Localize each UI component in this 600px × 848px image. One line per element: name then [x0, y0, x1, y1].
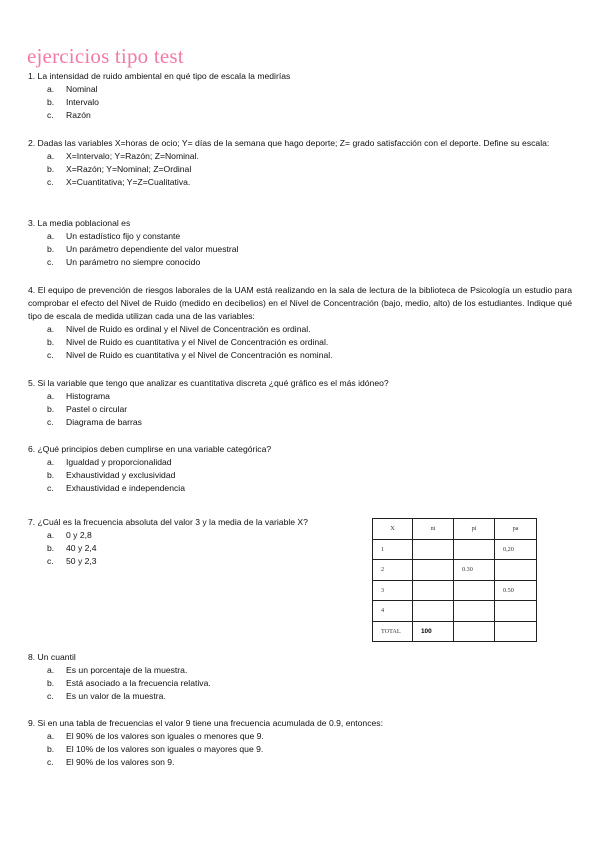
option-letter: c. — [47, 177, 54, 187]
page-title: ejercicios tipo test — [27, 44, 184, 68]
option-letter: c. — [47, 350, 54, 360]
option-letter: c. — [47, 691, 54, 701]
option-letter: c. — [47, 257, 54, 267]
table-cell — [495, 601, 537, 622]
option-letter: a. — [47, 231, 55, 241]
table-cell — [454, 601, 495, 622]
option-text: Exhaustividad e independencia — [66, 483, 185, 493]
option-letter: b. — [47, 543, 55, 553]
option-text: Igualdad y proporcionalidad — [66, 457, 172, 467]
table-cell — [454, 621, 495, 642]
option-b — [28, 677, 572, 690]
option-text: Está asociado a la frecuencia relativa. — [66, 678, 211, 688]
option-c — [28, 256, 572, 269]
table-cell — [495, 560, 537, 581]
option-text: 50 y 2,3 — [66, 556, 97, 566]
question-9 — [28, 717, 572, 769]
table-header-cell: ni — [413, 519, 454, 540]
table-cell: 0.30 — [454, 560, 495, 581]
question-8 — [28, 651, 572, 703]
option-text: El 10% de los valores son iguales o mayores que 9. — [66, 744, 264, 754]
option-text: Es un porcentaje de la muestra. — [66, 665, 188, 675]
option-b — [28, 403, 572, 416]
table-cell: 0,20 — [495, 539, 537, 560]
frequency-table — [372, 518, 537, 642]
option-letter: b. — [47, 470, 55, 480]
table-row — [373, 621, 537, 642]
table-cell — [495, 621, 537, 642]
table-cell: 100 — [413, 621, 454, 642]
question-7 — [28, 516, 360, 568]
question-stem: 2. Dadas las variables X=horas de ocio; Y= días de la semana que hago deporte; Z= grado satisfacción con el deporte. Define su escala: — [28, 138, 550, 148]
option-c — [28, 349, 572, 362]
option-a — [28, 83, 572, 96]
question-stem: 7. ¿Cuál es la frecuencia absoluta del valor 3 y la media de la variable X? — [28, 517, 308, 527]
option-letter: b. — [47, 744, 55, 754]
option-letter: c. — [47, 556, 54, 566]
option-letter: a. — [47, 665, 55, 675]
option-a — [28, 456, 572, 469]
table-row — [373, 560, 537, 581]
option-letter: c. — [47, 110, 54, 120]
table-header-cell: pa — [495, 519, 537, 540]
option-c — [28, 176, 572, 189]
table-cell — [413, 560, 454, 581]
option-a — [28, 529, 360, 542]
option-text: Es un valor de la muestra. — [66, 691, 166, 701]
option-c — [28, 555, 360, 568]
option-letter: b. — [47, 678, 55, 688]
option-text: 40 y 2,4 — [66, 543, 97, 553]
table-header-cell: X — [373, 519, 413, 540]
option-text: Nivel de Ruido es cuantitativa y el Nivel de Concentración es nominal. — [66, 350, 333, 360]
option-letter: a. — [47, 151, 55, 161]
question-stem: 9. Si en una tabla de frecuencias el valor 9 tiene una frecuencia acumulada de 0.9, entonces: — [28, 718, 383, 728]
question-6 — [28, 443, 572, 495]
option-b — [28, 243, 572, 256]
table-header-cell: pi — [454, 519, 495, 540]
table-cell: 4 — [373, 601, 413, 622]
question-stem: 8. Un cuantil — [28, 652, 76, 662]
option-b — [28, 469, 572, 482]
option-letter: b. — [47, 244, 55, 254]
option-text: X=Intervalo; Y=Razón; Z=Nominal. — [66, 151, 199, 161]
table-row — [373, 601, 537, 622]
option-c — [28, 756, 572, 769]
table-cell: 1 — [373, 539, 413, 560]
option-letter: c. — [47, 483, 54, 493]
option-text: Nivel de Ruido es ordinal y el Nivel de Concentración es ordinal. — [66, 324, 311, 334]
option-text: X=Cuantitativa; Y=Z=Cualitativa. — [66, 177, 191, 187]
option-text: Pastel o circular — [66, 404, 128, 414]
question-5 — [28, 377, 572, 429]
option-text: Exhaustividad y exclusividad — [66, 470, 176, 480]
question-stem: 4. El equipo de prevención de riesgos laborales de la UAM está realizando en la sala de lectura de la biblioteca de Psicología un estudio para comprobar el efecto del Nivel de Ruido (medido en decibelios) en el Nivel de Concentración (bajo, medio, alto) de los estudiantes. Indique qué tipo de escala de medida utilizan cada una de las variables: — [28, 285, 572, 321]
question-3 — [28, 217, 572, 269]
option-letter: b. — [47, 164, 55, 174]
table-cell: TOTAL — [373, 621, 413, 642]
option-b — [28, 163, 572, 176]
option-c — [28, 690, 572, 703]
option-letter: b. — [47, 97, 55, 107]
question-2 — [28, 137, 572, 189]
option-b — [28, 542, 360, 555]
option-text: Razón — [66, 110, 91, 120]
table-row — [373, 580, 537, 601]
table-cell: 2 — [373, 560, 413, 581]
option-letter: a. — [47, 84, 55, 94]
option-a — [28, 664, 572, 677]
table-cell — [413, 601, 454, 622]
option-letter: c. — [47, 757, 54, 767]
option-text: Un parámetro no siempre conocido — [66, 257, 201, 267]
option-letter: b. — [47, 404, 55, 414]
question-stem: 5. Si la variable que tengo que analizar es cuantitativa discreta ¿qué gráfico es el más idóneo? — [28, 378, 389, 388]
option-letter: a. — [47, 530, 55, 540]
option-a — [28, 230, 572, 243]
option-a — [28, 730, 572, 743]
option-letter: a. — [47, 324, 55, 334]
question-4 — [28, 284, 572, 362]
question-stem: 6. ¿Qué principios deben cumplirse en una variable categórica? — [28, 444, 272, 454]
table-cell: 3 — [373, 580, 413, 601]
table-cell — [454, 539, 495, 560]
table-cell — [454, 580, 495, 601]
option-text: 0 y 2,8 — [66, 530, 92, 540]
option-b — [28, 96, 572, 109]
option-letter: a. — [47, 731, 55, 741]
option-letter: c. — [47, 417, 54, 427]
option-a — [28, 150, 572, 163]
option-text: X=Razón; Y=Nominal; Z=Ordinal — [66, 164, 192, 174]
option-c — [28, 416, 572, 429]
question-1 — [28, 70, 572, 122]
option-letter: a. — [47, 391, 55, 401]
option-b — [28, 743, 572, 756]
option-b — [28, 336, 572, 349]
table-header-row — [373, 519, 537, 540]
table-cell — [413, 539, 454, 560]
option-text: Un estadístico fijo y constante — [66, 231, 181, 241]
option-letter: a. — [47, 457, 55, 467]
option-text: Nominal — [66, 84, 98, 94]
table-cell — [413, 580, 454, 601]
option-text: El 90% de los valores son 9. — [66, 757, 175, 767]
option-text: El 90% de los valores son iguales o menores que 9. — [66, 731, 264, 741]
option-letter: b. — [47, 337, 55, 347]
option-text: Intervalo — [66, 97, 99, 107]
option-c — [28, 109, 572, 122]
question-stem: 3. La media poblacional es — [28, 218, 131, 228]
option-text: Nivel de Ruido es cuantitativa y el Nivel de Concentración es ordinal. — [66, 337, 329, 347]
table-cell: 0.50 — [495, 580, 537, 601]
option-a — [28, 390, 572, 403]
option-a — [28, 323, 572, 336]
option-c — [28, 482, 572, 495]
option-text: Un parámetro dependiente del valor muestral — [66, 244, 239, 254]
option-text: Histograma — [66, 391, 110, 401]
question-stem: 1. La intensidad de ruido ambiental en qué tipo de escala la medirías — [28, 71, 291, 81]
option-text: Diagrama de barras — [66, 417, 142, 427]
table-row — [373, 539, 537, 560]
